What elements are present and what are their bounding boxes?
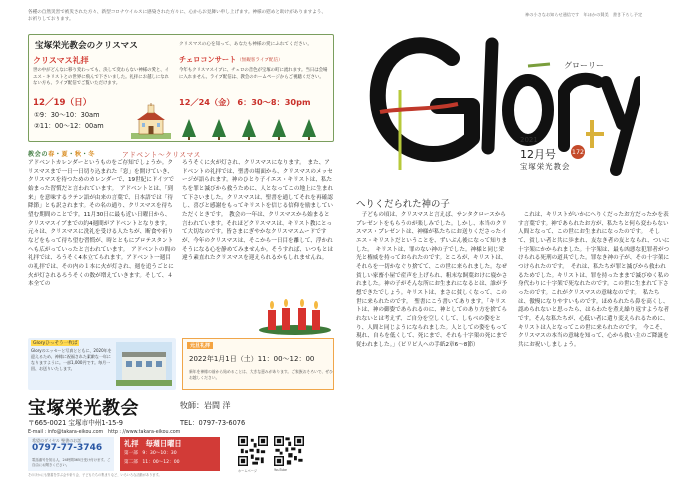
newyear-desc: 新年を神様の前から始めることは、大きな恵みがあります。ご家族おそろいで、ぜひお越しください。 — [189, 369, 333, 380]
dial-caption: 希望のダイヤル 聖書のお話 — [32, 438, 82, 443]
season-autumn: 秋 — [74, 151, 82, 158]
service-desc: 世の中がどんなに移り変わっても、決して変わらない神様の愛と、イエス・キリストとの世界に飛んで下さいました。礼拝にお越しになれない方も、ライブ配信でご覧いただけます。 — [33, 68, 170, 87]
season-sep-1: ・ — [54, 151, 62, 158]
article-text-col2: これは、キリストがいかにへりくだったお方だったかを表す言葉です。神であられたお方が、私たちと何ら変わらない人間となって、この世にお生まれになったのです。 そして、貧しい者と共に歩まれ、友なき者の友となられ、ついに十字架にかかられました。十字架は、最も凶悪な犯罪者がつけられる死刑の道具でした。罪なき神の子が、その十字架につけられたのです。 それは、私たちが罪と滅びから救われるためでした。キリストは、罪を持ったままで滅びゆく私の身代わりに十字架で死なれたのです。この世に生まれて下さったのです。これがクリスマスの意味なのです。 私たちは、傲慢になりやすいものです。ほめられたら鼻を高くし、認められないと思ったら、はらわたを煮え繰り返すような者です。そんな私たちが、心低い者に遣り変えられるために、キリストは人となってこの世に来られたのです。 今こそ、クリスマスの本当の意味を知って、心から救い主のご降誕を共にお祝いしましょう。 — [518, 212, 670, 348]
concert-title: チェロコンサート — [179, 55, 237, 64]
glory-info-text: Gloryのエッセーと写真とともに、2020年を迎えるため、神様に祝福された素敵な一年になりますように。一部1,000円です。毎月一回、お送りいたします。 — [31, 348, 112, 371]
logo-kana: グローリー — [564, 61, 604, 70]
newsletter-issue: 12月号 — [520, 148, 556, 161]
christmas-subtitle: クリスマスの心を知って、あなたも神様の愛にふれてください。 — [179, 42, 312, 47]
glory-info-box — [28, 338, 176, 390]
service-time-2: ②11：00～12：00am — [34, 122, 104, 130]
concert-tag: （無観客ライブ配信） — [237, 58, 283, 63]
footer-note: そのほかにも聖書を学ぶ会や祈り会、子どもたちの集まりなど、いろいろな活動があります。 — [28, 473, 162, 477]
issue-number-badge: 172 — [571, 145, 585, 159]
service-time-1: ①9：30～10：30am — [34, 111, 100, 119]
worship-title: 礼拝 毎週日曜日 — [124, 439, 182, 448]
advent-text-col2: ろうそくに火が灯され、クリスマスになります。 また、アドベントの礼拝では、聖書の場面から、クリスマスのメッセージが語られます。神のひとり子イエス・キリストは、私たちを罪と滅びから救うために、人となってこの地上に生まれて下さいました。クリスマスは、聖書を通してそれを再確認し、喜びと感謝をもってキリストを信じる信仰を励ましていただくときです。 教会の一年は、クリスマスから始まると言われています。それほどクリスマスは、キリスト教にとって大切なのです。皆さまにぎやかなクリスマスムードですが、今年のクリスマスは、そこから一日目を離して、浮かれそうになる心を静めてみませんか。そうすれば、いつもとは違う素直れたクリスマスを迎えられるかもしれませんね。 — [182, 160, 334, 262]
advent-text-col1: アドベントカレンダーというものをご存知でしょうか。クリスマスまで一日一日切り込まれた「窓」を開けていき、クリスマスを待つためのカレンダーで、19世紀にドイツで始まった習慣だと言われています。 アドベントとは、「到来」を意味するラテン語が由来の言葉で、日本語では「待降節」とも訳されます。その名の通り、クリスマスを待ち望む期間のことです。11月30日に最も近い日曜日から、クリスマスイブまでの約4週間がアドベントとなります。元々は、クリスマスに洗礼を受ける人たちが、断食や祈りなどをもって待ち望む習慣が、時とともにプロテスタントへも広がっていったと言われています。 アドベントの間の礼拝では、ろうそく4本立てられます。アドベント一週目の礼拝では、その内の１本に火が灯され、週を追うごとに火が灯されるろうそくの数が増えていきます。そして、４本全ての — [28, 160, 176, 288]
newyear-date: 2022年1月1日（土）11：00～12：00 — [189, 355, 315, 363]
newyear-box — [182, 338, 334, 390]
church-tel: TEL：0797-73-6076 — [180, 419, 246, 427]
newsletter-year: 2021 — [520, 136, 538, 144]
concert-date: 12／24（金） 6：30～8：30pm — [179, 97, 311, 107]
christmas-box — [28, 34, 334, 142]
christmas-trees-illustration — [179, 117, 329, 141]
glory-info-label: Gloryひっそう一枚ば — [33, 341, 78, 346]
church-building-photo — [116, 342, 172, 386]
hope-dial-box — [28, 437, 114, 471]
youtube-qr-caption: YouTube — [274, 468, 287, 472]
glory-logo — [360, 20, 640, 190]
service-date: 12／19（日） — [33, 98, 92, 108]
church-address: 〒665-0021 宝塚市中州1-15-9 — [28, 419, 123, 427]
church-name: 宝塚栄光教会 — [28, 398, 139, 419]
season-winter: 冬 — [88, 151, 95, 158]
article-text-col1: 子どもの頃は、クリスマスと言えば、サンタクロースからプレゼントをもらうのが楽しみでした。しかし、本当のクリスマス・プレゼントは、神様が私たちにお送りくださったイエス・キリストだということを、ずいぶん後になって知りました。 キリストは、罪のない神の子でした。神様と同じ栄光と権威を持っておられたのです。ところが、キリストは、それらを一切かなぐり捨てて、この世に来られました。なぜ貧しい家畜小屋で産声を上げられ、粗末な飼葉おけに寝かされました。神の子がそんな所にお生まれになるとは、誰が予想できたでしょう。キリストは、まさに貧しくなって、この世に来られたのです。 聖書にこう書いてあります。「キリストは、神の御姿であられるのに、神としてのあり方を捨てられないとは考えず、ご自分を空しくして、しもべの姿をとり、人間と同じようになられました。人としての姿をもって現れ、自らを低くして、死にまで、それも十字架の死にまで従われました。」（ピリピ人への手紙2章6～8節） — [356, 212, 508, 348]
article-title: へりくだられた神の子 — [356, 199, 450, 210]
newyear-label: 元旦礼拝 — [187, 342, 213, 349]
church-icon — [131, 103, 171, 139]
season-summer: 夏 — [61, 151, 69, 158]
church-contact: E-mail : info@takara-eikou.com http : //www.takara-eikou.com — [28, 430, 181, 435]
worship-line-1: 第一部 9：30～10：30 — [124, 451, 177, 456]
worship-line-2: 第二部 11：00～12：00 — [124, 460, 180, 465]
pastor-name: 牧師：岩間 洋 — [180, 401, 231, 410]
dial-note: 電話番号を知る人、24時間365日受け付けます。ご自由にお聞きください。 — [32, 458, 111, 467]
service-title: クリスマス礼拝 — [33, 56, 89, 65]
newsletter-church: 宝塚栄光教会 — [520, 162, 571, 171]
intro-text: 各種の自然災害で被災された方々、新型コロナウイルスに感染された方々に、心からお見舞い申し上げます。神様の慰めと助けがありますよう、お祈りしております。 — [28, 10, 326, 22]
seasons-prefix: 教会の — [28, 151, 49, 158]
homepage-qr-caption: ホームページ — [238, 469, 258, 473]
christmas-title: 宝塚栄光教会のクリスマス — [35, 41, 138, 51]
worship-box — [120, 437, 220, 471]
concert-desc: 今年もクリスマスイブに、チェロの音色が宝塚の町に流れます。当日は会場に入れません。ライブ配信は、教会のホームページからご視聴ください。 — [179, 68, 328, 80]
season-spring: 春 — [48, 151, 55, 158]
season-sep-3: ・ — [81, 151, 89, 158]
season-sep-2: ・ — [68, 151, 75, 158]
dial-number: 0797-77-3746 — [32, 443, 103, 453]
newsletter-top-note: 神の小さなお知らせ通信です 年ほかの賛美 書き下ろし予定 — [525, 12, 643, 17]
youtube-qr-code[interactable] — [274, 436, 304, 466]
homepage-qr-code[interactable] — [238, 436, 268, 466]
advent-heading: アドベント～クリスマス — [122, 151, 201, 159]
seasons-heading — [28, 149, 95, 158]
advent-candles-illustration — [256, 294, 334, 336]
